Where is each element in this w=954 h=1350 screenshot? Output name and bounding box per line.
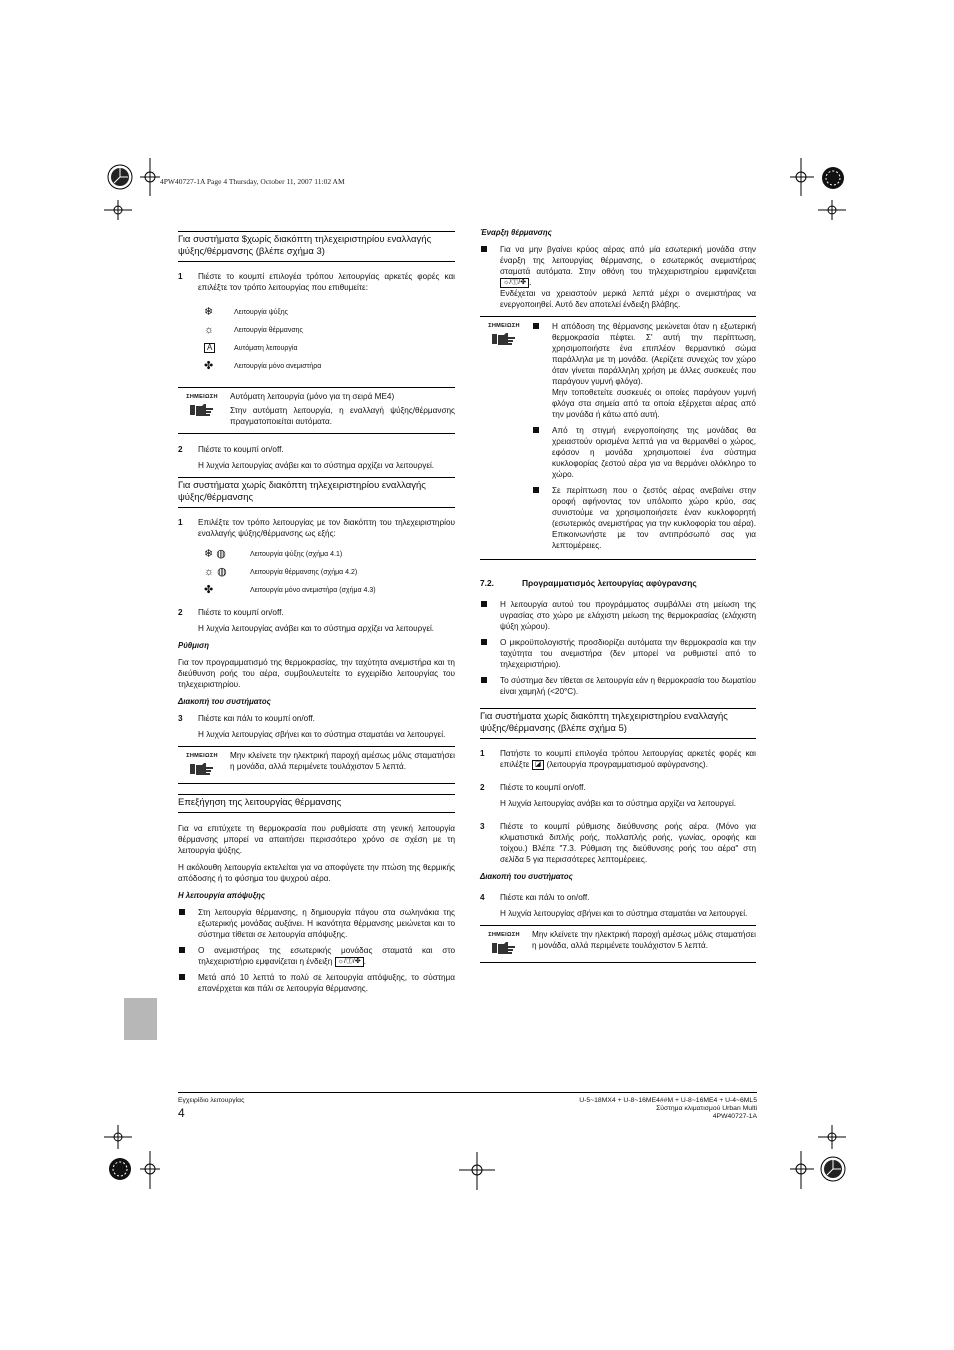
step-2: 2 Πιέστε το κουμπί on/off. Η λυχνία λειτουργίας ανάβει και το σύστημα αρχίζει να λειτουργεί. [178,445,435,470]
step-text: Πιέστε το κουμπί επιλογέα τρόπου λειτουργίας αρκετές φορές και επιλέξτε τον τρόπο λειτουργίας που επιθυμείτε: [198,272,455,292]
registration-mark-bottom-left [100,1125,170,1195]
r-step-3: 3 Πιέστε το κουμπί ρύθμισης διεύθυνσης ροής αέρα. (Μόνο για κλιματιστικά διπλής ροής, πολλαπλής ροής, γωνίας, οροφής και τοίχου.) Βλέπε "7.3. Ρύθμιση της διεύθυνσης ροής του αέρα" στη σελίδα 5 για περισσότερες λεπτομέρειες. [480,822,756,864]
note-label: ΣΗΜΕΙΩΣΗ [186,394,218,400]
registration-mark-top-right [786,150,856,220]
start-heating-title: Έναρξη θέρμανσης [480,228,552,237]
sec2-step-2: 2 Πιέστε το κουμπί on/off. Η λυχνία λειτουργίας ανάβει και το σύστημα αρχίζει να λειτουργεί. [178,608,435,633]
defrost-indicator-icon: ☼/Ⓣ/✤ [335,957,364,967]
defrost-bullet-3: Μετά από 10 λεπτά το πολύ σε λειτουργία απόψυξης, το σύστημα επανέρχεται και πάλι σε λειτουργία θέρμανσης. [178,972,455,994]
defrost-title: Η λειτουργία απόψυξης [178,891,266,900]
step-3: 3 Πιέστε και πάλι το κουμπί on/off. Η λυχνία λειτουργίας σβήνει και το σύστημα σταματάει να λειτουργεί. [178,714,446,739]
r-step-1: 1 Πατήστε το κουμπί επιλογέα τρόπου λειτουργίας αρκετές φορές και επιλέξτε ◪ (λειτουργία προγραμματισμού αφύγρανσης). [480,749,756,769]
defrost-indicator-icon: ☼/Ⓣ/✤ [500,278,529,288]
r-step-4: 4 Πιέστε και πάλι το on/off. Η λυχνία λειτουργίας σβήνει και το σύστημα σταματάει να λειτουργεί. [480,893,748,918]
heating-paragraph-2: Η ακόλουθη λειτουργία εκτελείται για να αποφύγετε την πτώση της θερμικής απόδοσης ή το φύσημα του ψυχρού αέρα. [178,863,455,883]
dry-mode-icon: ◪ [532,760,545,770]
dry-bullet-1: Η λειτουργία αυτού του προγράμματος συμβάλλει στη μείωση της υγρασίας στο χώρο με ελάχιστη μείωση της θερμοκρασίας (ελάχιστη ψύξη χώρου). [480,599,756,632]
footer-rule [178,1092,757,1093]
pointing-hand-icon [190,403,214,417]
start-bullet: Για να μην βγαίνει κρύος αέρας από μία εσωτερική μονάδα στην έναρξη της λειτουργίας θέρμανσης, ο εσωτερικός ανεμιστήρας σταματά αυτόματα. Στην οθόνη του τηλεχειριστηρίου εμφανίζεται ☼/Ⓣ/✤ . Ενδέχεται να χρειαστούν μερικά λεπτά μέχρι ο ανεμιστήρας να ενεργοποιηθεί. Αυτό δεν αποτελεί ένδειξη βλάβης. [480,244,756,310]
footer-page-number: 4 [178,1106,185,1120]
mode2-fan: ✤ Λειτουργία μόνο ανεμιστήρα (σχήμα 4.3) [204,583,376,596]
r-stop-title: Διακοπή του συστήματος [480,872,573,881]
pointing-hand-icon [492,332,516,346]
note-text: Στην αυτόματη λειτουργία, η εναλλαγή ψύξης/θέρμανσης πραγματοποιείται αυτόματα. [230,406,455,426]
step-number: 1 [178,272,183,281]
note-title: Αυτόματη λειτουργία (μόνο για τη σειρά ME4) [230,392,395,401]
stop-title: Διακοπή του συστήματος [178,697,271,706]
heating-paragraph-1: Για να επιτύχετε τη θερμοκρασία που ρυθμίσατε στη γενική λειτουργία θέρμανσης μπορεί να απαιτήσει περισσότερο χρόνο σε σχέση με τη λειτουργία ψύξης. [178,824,455,855]
note-bullet-2: Από τη στιγμή ενεργοποίησης της μονάδας θα χρειαστούν ορισμένα λεπτά για να θερμανθεί ο χώρος, εφόσον η μονάδα χρησιμοποιεί ένα σύστημα κυκλοφορίας ζεστού αέρα για να θερμάνει ολόκληρο το χώρο. [532,425,756,480]
mode-fan-only: ✤ Λειτουργία μόνο ανεμιστήρα [204,359,322,372]
footer-info: U-5~18MX4 + U-8~16ME4##M + U-8~16ME4 + U-4~6ML5 Σύστημα κλιματισμού Urban Multi 4PW40727-1A [579,1097,757,1120]
sun-switch-icon: ☼ ◍ [204,565,227,578]
defrost-bullet-2: Ο ανεμιστήρας της εσωτερικής μονάδας σταματά και στο τηλεχειριστήριο εμφανίζεται η ένδειξη ☼/Ⓣ/✤ . [178,945,455,967]
dry-bullet-3: Το σύστημα δεν τίθεται σε λειτουργία εάν η θερμοκρασία του δωματίου είναι χαμηλή (<20°C). [480,675,756,697]
footer-manual: Εγχειρίδιο λειτουργίας [178,1097,245,1104]
r-step-2: 2 Πιέστε το κουμπί on/off. Η λυχνία λειτουργίας ανάβει και το σύστημα αρχίζει να λειτουργεί. [480,783,737,808]
r-note-power: ΣΗΜΕΙΩΣΗ Μην κλείνετε την ηλεκτρική παροχή αμέσως μόλις σταματήσει η μονάδα, αλλά περιμένετε τουλάχιστον 5 λεπτά. [480,925,756,963]
registration-mark-bottom-center [455,1150,499,1194]
snowflake-switch-icon: ❄ ◍ [204,547,226,560]
note-heating: ΣΗΜΕΙΩΣΗ Η απόδοση της θέρμανσης μειώνεται όταν η εξωτερική θερμοκρασία πέφτει. Σ' αυτή την περίπτωση, χρησιμοποιήστε ένα επιπλέον θερμαντικό σώμα παράλληλα με τη μονάδα. (Αερίζετε συνεχώς τον χώρο όταν γίνεται παράλληλη χρήση με άλλες συσκευές που παράγουν γυμνή φλόγα). Μην τοποθετείτε συσκευές οι οποίες παράγουν γυμνή φλόγα στα σημεία από τα οποία εξέρχεται αέρας από την μονάδα ή κάτω από αυτή. Από τη στιγμή ενεργοποίησης της μονάδας θα χρειαστούν ορισμένα λεπτά για να θερμανθεί ο χώρος, εφόσον η μονάδα χρησιμοποιεί ένα σύστημα κυκλοφορίας ζεστού αέρα για να θερμάνει ολόκληρο το χώρο. Σε περίπτωση που ο ζεστός αέρας ανεβαίνει στην οροφή αφήνοντας τον υπόλοιπο χώρο κρύο, σας συνιστούμε να χρησιμοποιήσετε έναν κυκλοφορητή (εσωτερικός ανεμιστήρας για την κυκλοφορία του αέρα). Επικοινωνήστε με τον αντιπρόσωπό σας για λεπτομέρειες. [480,316,756,560]
section-title-heating-explained: Επεξήγηση της λειτουργίας θέρμανσης [178,794,455,813]
chapter-tab [124,998,157,1040]
section-title-no-switch-fig5: Για συστήματα χωρίς διακόπτη τηλεχειριστηρίου εναλλαγής ψύξης/θέρμανσης (βλέπε σχήμα 5) [480,708,756,739]
pointing-hand-icon [190,762,214,776]
pointing-hand-icon [492,941,516,955]
mode2-cooling: ❄ ◍ Λειτουργία ψύξης (σχήμα 4.1) [204,547,343,560]
auto-mode-icon: A [204,343,234,354]
sec2-step-1: 1 Επιλέξτε τον τρόπο λειτουργίας με τον διακόπτη του τηλεχειριστηρίου εναλλαγής ψύξης/θέρμανσης ως εξής: [178,518,455,538]
snowflake-icon: ❄ [204,305,214,318]
sun-icon: ☼ [204,323,215,336]
defrost-bullet-1: Στη λειτουργία θέρμανσης, η δημιουργία πάγου στα σωληνάκια της εξωτερικής μονάδας αυξάνει. Η ικανότητα θέρμανσης μειώνεται και το σύστημα τίθεται σε λειτουργία απόψυξης. [178,907,455,940]
print-header: 4PW40727-1A Page 4 Thursday, October 11, 2007 11:02 AM [160,177,345,186]
mode2-heating: ☼ ◍ Λειτουργία θέρμανσης (σχήμα 4.2) [204,565,358,578]
mode-auto: A Αυτόματη λειτουργία [204,339,455,357]
mode-heating: ☼ Λειτουργία θέρμανσης [204,323,303,336]
mode-cooling: ❄ Λειτουργία ψύξης [204,305,288,318]
note-power: ΣΗΜΕΙΩΣΗ Μην κλείνετε την ηλεκτρική παροχή αμέσως μόλις σταματήσει η μονάδα, αλλά περιμένετε τουλάχιστον 5 λεπτά. [178,746,455,784]
step-1 [178,271,455,293]
adjust-text: Για τον προγραμματισμό της θερμοκρασίας, την ταχύτητα ανεμιστήρα και τη διεύθυνση ροής του αέρα, συμβουλευτείτε το εγχειρίδιο λειτουργίας του τηλεχειριστηρίου. [178,658,455,689]
section-title-no-switch: Για συστήματα χωρίς διακόπτη τηλεχειριστηρίου εναλλαγής ψύξης/θέρμανσης [178,477,455,508]
note-bullet-3: Σε περίπτωση που ο ζεστός αέρας ανεβαίνει στην οροφή αφήνοντας τον υπόλοιπο χώρο κρύο, σας συνιστούμε να χρησιμοποιήσετε έναν κυκλοφορητή (εσωτερικός ανεμιστήρας για την κυκλοφορία του αέρα). Επικοινωνήστε με τον αντιπρόσωπό σας για λεπτομέρειες. [532,485,756,551]
fan-icon: ✤ [204,583,214,596]
section-title-no-switch-fig3: Για συστήματα $χωρίς διακόπτη τηλεχειριστηρίου εναλλαγής ψύξης/θέρμανσης (βλέπε σχήμα 3) [178,231,455,262]
right-column [480,227,756,973]
left-column [178,231,455,999]
section-7-2-heading: 7.2. Προγραμματισμός λειτουργίας αφύγρανσης [480,578,697,588]
note-auto-mode [178,387,455,434]
fan-icon: ✤ [204,359,214,372]
dry-bullet-2: Ο μικροϋπολογιστής προσδιορίζει αυτόματα την θερμοκρασία και την ταχύτητα του ανεμιστήρα (δεν μπορεί να ρυθμιστεί από το τηλεχειριστήριο). [480,637,756,670]
note-bullet-1: Η απόδοση της θέρμανσης μειώνεται όταν η εξωτερική θερμοκρασία πέφτει. Σ' αυτή την περίπτωση, χρησιμοποιήστε ένα επιπλέον θερμαντικό σώμα παράλληλα με τη μονάδα. (Αερίζετε συνεχώς τον χώρο όταν γίνεται παράλληλη χρήση με άλλες συσκευές που παράγουν γυμνή φλόγα). Μην τοποθετείτε συσκευές οι οποίες παράγουν γυμνή φλόγα στα σημεία από τα οποία εξέρχεται αέρας από την μονάδα ή κάτω από αυτή. [532,321,756,420]
registration-mark-bottom-right [786,1125,856,1195]
adjust-title: Ρύθμιση [178,641,209,650]
